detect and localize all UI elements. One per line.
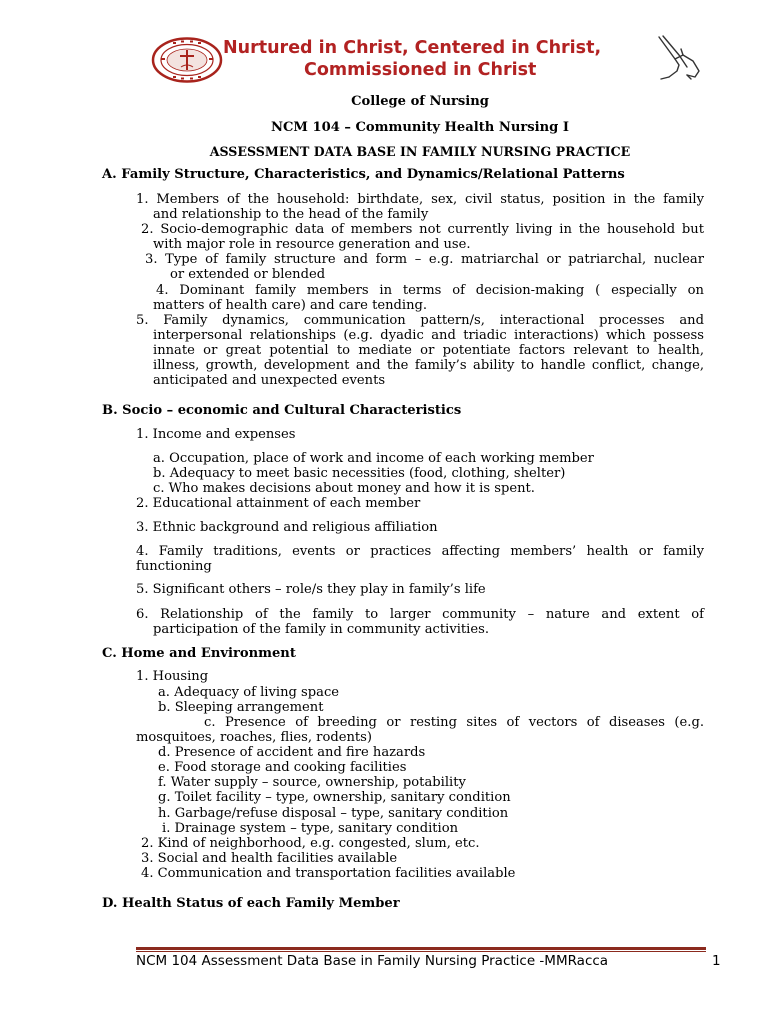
section-a-item-5: 5. Family dynamics, communication pattern/s, interactional processes and xyxy=(136,313,704,328)
section-d-heading: D. Health Status of each Family Member xyxy=(102,896,400,911)
section-b-item-5: 5. Significant others – role/s they play in family’s life xyxy=(136,582,486,597)
section-b-item-6-cont: participation of the family in community activities. xyxy=(153,622,489,637)
section-b-item-4: 4. Family traditions, events or practices affecting members’ health or family functioning xyxy=(136,544,704,574)
section-b-item-1: 1. Income and expenses xyxy=(136,427,296,442)
course-title: NCM 104 – Community Health Nursing I xyxy=(271,120,569,135)
section-c-sub-a: a. Adequacy of living space xyxy=(158,685,340,700)
page-number: 1 xyxy=(712,953,721,969)
section-c-heading: C. Home and Environment xyxy=(102,646,296,661)
section-b-item-3: 3. Ethnic background and religious affiliation xyxy=(136,520,438,535)
footer-text: NCM 104 Assessment Data Base in Family Nursing Practice -MMRacca xyxy=(136,953,609,969)
footer-rule xyxy=(136,947,706,950)
section-c-item-1: 1. Housing xyxy=(136,669,209,684)
section-c-sub-e: e. Food storage and cooking facilities xyxy=(158,760,407,775)
section-c-sub-f: f. Water supply – source, ownership, potability xyxy=(158,775,466,790)
motto-line-1: Nurtured in Christ, Centered in Christ, xyxy=(223,38,602,58)
section-c-sub-d: d. Presence of accident and fire hazards xyxy=(158,745,426,760)
section-b-sub-c: c. Who makes decisions about money and how it is spent. xyxy=(153,481,535,496)
section-c-item-4: 4. Communication and transportation facilities available xyxy=(141,866,516,881)
section-a-item-3: 3. Type of family structure and form – e.g. matriarchal or patriarchal, nuclear xyxy=(145,252,704,267)
motto-line-2: Commissioned in Christ xyxy=(304,60,537,80)
section-b-sub-b: b. Adequacy to meet basic necessities (food, clothing, shelter) xyxy=(153,466,566,481)
section-a-item-4-cont: matters of health care) and care tending. xyxy=(153,298,428,313)
section-c-item-2: 2. Kind of neighborhood, e.g. congested, slum, etc. xyxy=(141,836,480,851)
footer-rule-thin xyxy=(136,951,706,952)
college-seal-logo xyxy=(151,37,223,83)
section-a-item-5-cont: interpersonal relationships (e.g. dyadic and triadic interactions) which possess innate or great potential to mediate or potentiate factors relevant to health, illness, growth, development and the family’s ability to handle conflict, change, anticipated and unexpected events xyxy=(153,328,704,388)
section-a-item-4: 4. Dominant family members in terms of decision-making ( especially on xyxy=(156,283,704,298)
section-c-sub-c: c. Presence of breeding or resting sites of vectors of diseases (e.g. mosquitoes, roaches, flies, rodents) xyxy=(136,715,704,745)
section-b-sub-a: a. Occupation, place of work and income of each working member xyxy=(153,451,594,466)
praying-hands-icon xyxy=(653,33,705,81)
section-c-sub-i: i. Drainage system – type, sanitary condition xyxy=(162,821,459,836)
section-c-sub-b: b. Sleeping arrangement xyxy=(158,700,324,715)
section-c-sub-g: g. Toilet facility – type, ownership, sanitary condition xyxy=(158,790,511,805)
section-a-item-1-cont: and relationship to the head of the family xyxy=(153,207,429,222)
college-title: College of Nursing xyxy=(351,94,489,109)
section-a-item-2: 2. Socio-demographic data of members not currently living in the household but xyxy=(141,222,704,237)
section-c-item-3: 3. Social and health facilities available xyxy=(141,851,398,866)
section-a-item-3-cont: or extended or blended xyxy=(170,267,326,282)
section-a-heading: A. Family Structure, Characteristics, and Dynamics/Relational Patterns xyxy=(102,167,625,182)
document-title: ASSESSMENT DATA BASE IN FAMILY NURSING PRACTICE xyxy=(209,144,631,159)
section-b-heading: B. Socio – economic and Cultural Characteristics xyxy=(102,403,462,418)
section-b-item-2: 2. Educational attainment of each member xyxy=(136,496,421,511)
section-b-item-6: 6. Relationship of the family to larger community – nature and extent of xyxy=(136,607,704,622)
section-a-item-2-cont: with major role in resource generation and use. xyxy=(153,237,471,252)
section-c-sub-h: h. Garbage/refuse disposal – type, sanitary condition xyxy=(158,806,509,821)
section-a-item-1: 1. Members of the household: birthdate, sex, civil status, position in the family xyxy=(136,192,704,207)
